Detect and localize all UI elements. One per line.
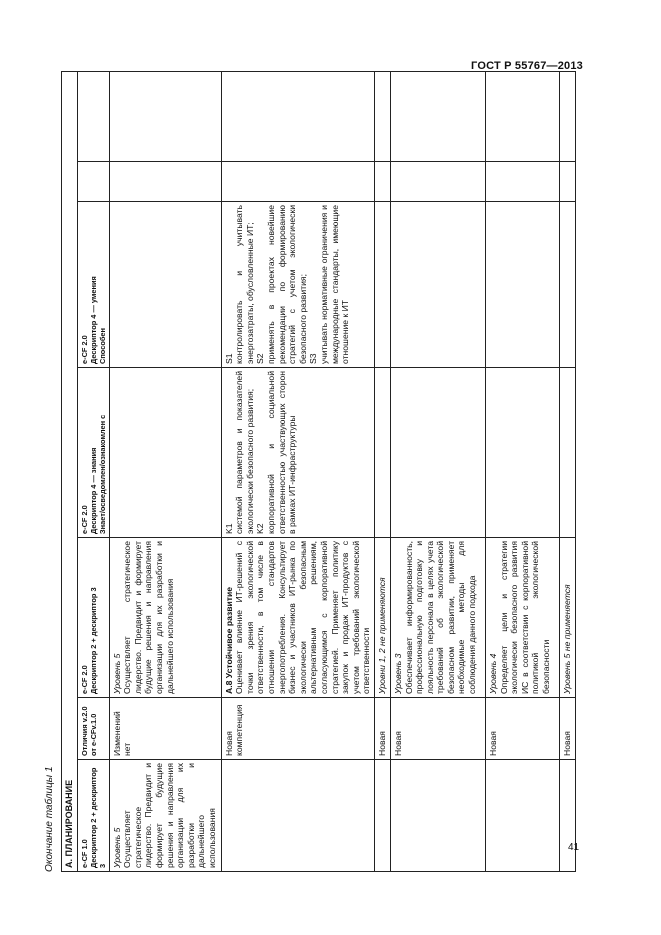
cell-empty-7 (390, 71, 485, 161)
cell-knowledge (559, 368, 575, 538)
cell-skills (390, 202, 485, 368)
table-row (390, 71, 485, 871)
cell-empty-7 (485, 71, 559, 161)
cell-v1-desc (485, 760, 559, 872)
cell-empty-7 (559, 71, 575, 161)
cell-skills (109, 202, 221, 368)
cell-empty-6 (374, 162, 390, 202)
cell-knowledge (390, 368, 485, 538)
cell-empty-6 (485, 162, 559, 202)
cell-v2-desc: Уровни 1, 2 не применяются (374, 538, 390, 698)
cell-v1-desc (559, 760, 575, 872)
cell-diff: Новая (374, 698, 390, 760)
cell-skills: S1 контролировать и учитывать энергозатраты, обусловленные ИТ; S2 применять в проектах новейшие рекомендации по формированию стратегий с учетом экологически безопасного развития; S3 учитывать нормативные ограничения и международные стандарты, имеющие отношение к ИТ (221, 202, 374, 368)
cell-v1-desc (374, 760, 390, 872)
cell-empty-6 (390, 162, 485, 202)
cell-v2-desc: Уровень 4 Определяет цели и стратегии экологически безопасного развития ИС в соответствии с корпоративной политикой экологической безопасности (485, 538, 559, 698)
section-title: А. ПЛАНИРОВАНИЕ (62, 71, 78, 871)
cell-knowledge: K1 системой параметров и показателей экологически безопасного развития; K2 корпоративной и социальной ответственностью участвующих сторон в рамках ИТ-инфраструктуры (221, 368, 374, 538)
cell-knowledge (109, 368, 221, 538)
cell-empty-6 (221, 162, 374, 202)
page-number: 41 (568, 842, 580, 853)
section-row (62, 71, 78, 871)
col-header-6 (77, 162, 109, 202)
cell-v2-desc: Уровень 5 не применяется (559, 538, 575, 698)
rotated-table-block (44, 52, 584, 872)
cell-diff: Новая (559, 698, 575, 760)
cell-skills (559, 202, 575, 368)
table-row (485, 71, 559, 871)
cell-empty-7 (109, 71, 221, 161)
cell-v1-desc (390, 760, 485, 872)
cell-v2-desc: А.8 Устойчивое развитие Оценивает влияние ИТ-решений с точки зрения экологической ответственности, в том числе в отношении стандартов энергопотребления. Консультирует бизнес и участников ИТ-рынка по экологически безопасным альтернативным решениям, согласующимся с корпоративной стратегией. Применяет политику закупок и продаж ИТ-продуктов с учетом требований экологической ответственности (221, 538, 374, 698)
cell-empty-6 (559, 162, 575, 202)
col-header-2: Отличия v.2.0 от e-CFv.1.0 (77, 698, 109, 760)
col-header-1: e-CF 1.0 Дескриптор 2 + дескриптор 3 (77, 760, 109, 872)
cell-diff: Изменений нет (109, 698, 221, 760)
table-row (374, 71, 390, 871)
competence-table (61, 71, 576, 872)
cell-diff: Новая компетенция (221, 698, 374, 760)
cell-skills (485, 202, 559, 368)
header-row (77, 71, 109, 871)
table-wrap (61, 72, 576, 872)
cell-v1-desc (221, 760, 374, 872)
cell-diff: Новая (390, 698, 485, 760)
cell-skills (374, 202, 390, 368)
doc-code: ГОСТ Р 55767—2013 (471, 60, 583, 72)
col-header-5: e-CF 2.0 Дескриптор 4 — умения Способен (77, 202, 109, 368)
table-row (109, 71, 221, 871)
cell-empty-7 (374, 71, 390, 161)
col-header-4: e-CF 2.0 Дескриптор 4 — знания Знает/осведомлен/ознакомлен с (77, 368, 109, 538)
cell-empty-7 (221, 71, 374, 161)
table-row (221, 71, 374, 871)
cell-diff: Новая (485, 698, 559, 760)
cell-v1-desc: Уровень 5 Осуществляет стратегическое лидерство. Предвидит и формирует будущие решения и направления организации для их разработки и дальнейшего использования (109, 760, 221, 872)
col-header-3: e-CF 2.0 Дескриптор 2 + дескриптор 3 (77, 538, 109, 698)
table-row (559, 71, 575, 871)
cell-v2-desc: Уровень 5 Осуществляет стратегическое лидерство. Предвидит и формирует будущие решения и направления организации для их разработки и дальнейшего использования (109, 538, 221, 698)
cell-knowledge (374, 368, 390, 538)
cell-empty-6 (109, 162, 221, 202)
cell-v2-desc: Уровень 3 Обеспечивает информированность, профессиональную подготовку и лояльность персонала в целях учета требований об экологической безопасном развитии, применяет необходимые методы для соблюдения данного подхода (390, 538, 485, 698)
cell-knowledge (485, 368, 559, 538)
col-header-7 (77, 71, 109, 161)
table-caption: Окончание таблицы 1 (44, 766, 55, 872)
